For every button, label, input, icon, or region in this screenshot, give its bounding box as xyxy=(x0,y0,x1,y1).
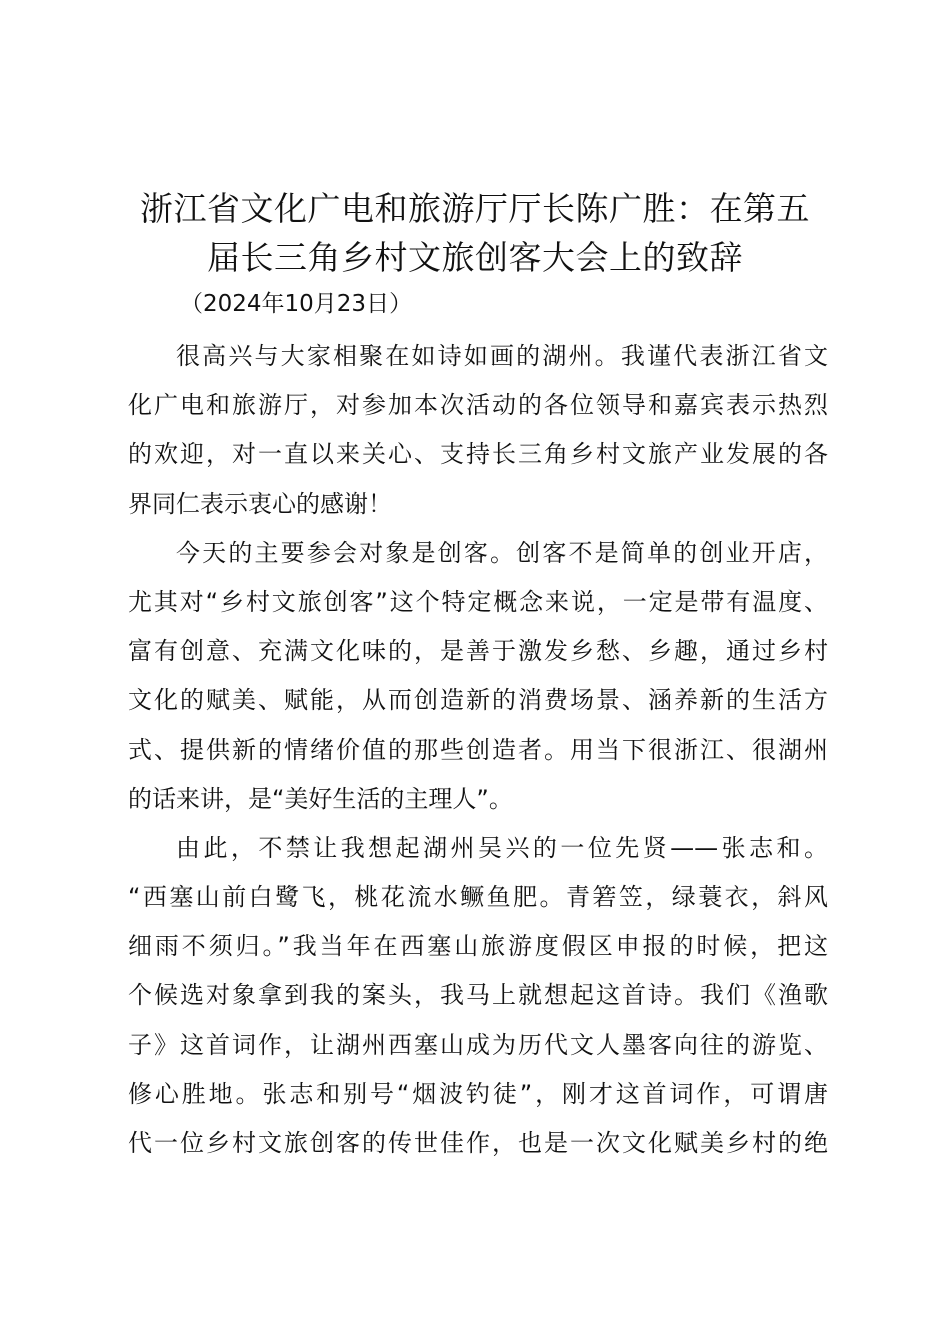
speech-date: （2024年10月23日） xyxy=(180,291,413,317)
document-title xyxy=(100,184,850,282)
text-line: 很高兴与大家相聚在如诗如画的湖州。我谨代表浙江省文 xyxy=(176,342,828,370)
paragraph xyxy=(128,824,828,1168)
text-line: 修心胜地。张志和别号“烟波钓徒”，刚才这首词作，可谓唐 xyxy=(128,1079,828,1108)
paragraph xyxy=(128,332,828,529)
document-body xyxy=(128,332,828,1168)
text-line: 式、提供新的情绪价值的那些创造者。用当下很浙江、很湖州 xyxy=(128,735,828,764)
text-line: 子》这首词作，让湖州西塞山成为历代文人墨客向往的游览、 xyxy=(128,1030,828,1059)
text-line: 个候选对象拿到我的案头，我马上就想起这首诗。我们《渔歌 xyxy=(128,981,828,1010)
text-line: 的欢迎，对一直以来关心、支持长三角乡村文旅产业发展的各 xyxy=(128,440,828,469)
text-line: 富有创意、充满文化味的，是善于激发乡愁、乡趣，通过乡村 xyxy=(128,637,828,666)
text-line: 今天的主要参会对象是创客。创客不是简单的创业开店， xyxy=(176,538,828,567)
text-line: 细雨不须归。”我当年在西塞山旅游度假区申报的时候，把这 xyxy=(128,932,828,961)
text-line: 化广电和旅游厅，对参加本次活动的各位领导和嘉宾表示热烈 xyxy=(128,391,828,420)
text-line: 界同仁表示衷心的感谢！ xyxy=(128,489,392,518)
title-line: 浙江省文化广电和旅游厅厅长陈广胜：在第五 xyxy=(140,189,810,228)
text-line: 代一位乡村文旅创客的传世佳作，也是一次文化赋美乡村的绝 xyxy=(128,1129,828,1157)
text-line: 由此，不禁让我想起湖州吴兴的一位先贤——张志和。 xyxy=(176,833,828,862)
text-line: 文化的赋美、赋能，从而创造新的消费场景、涵养新的生活方 xyxy=(128,686,828,715)
title-line: 届长三角乡村文旅创客大会上的致辞 xyxy=(207,238,743,277)
text-line: “西塞山前白鹭飞，桃花流水鳜鱼肥。青箬笠，绿蓑衣，斜风 xyxy=(128,883,828,912)
paragraph xyxy=(128,529,828,824)
text-line: 的话来讲，是“美好生活的主理人”。 xyxy=(128,784,513,813)
text-line: 尤其对“乡村文旅创客”这个特定概念来说，一定是带有温度、 xyxy=(128,587,828,616)
